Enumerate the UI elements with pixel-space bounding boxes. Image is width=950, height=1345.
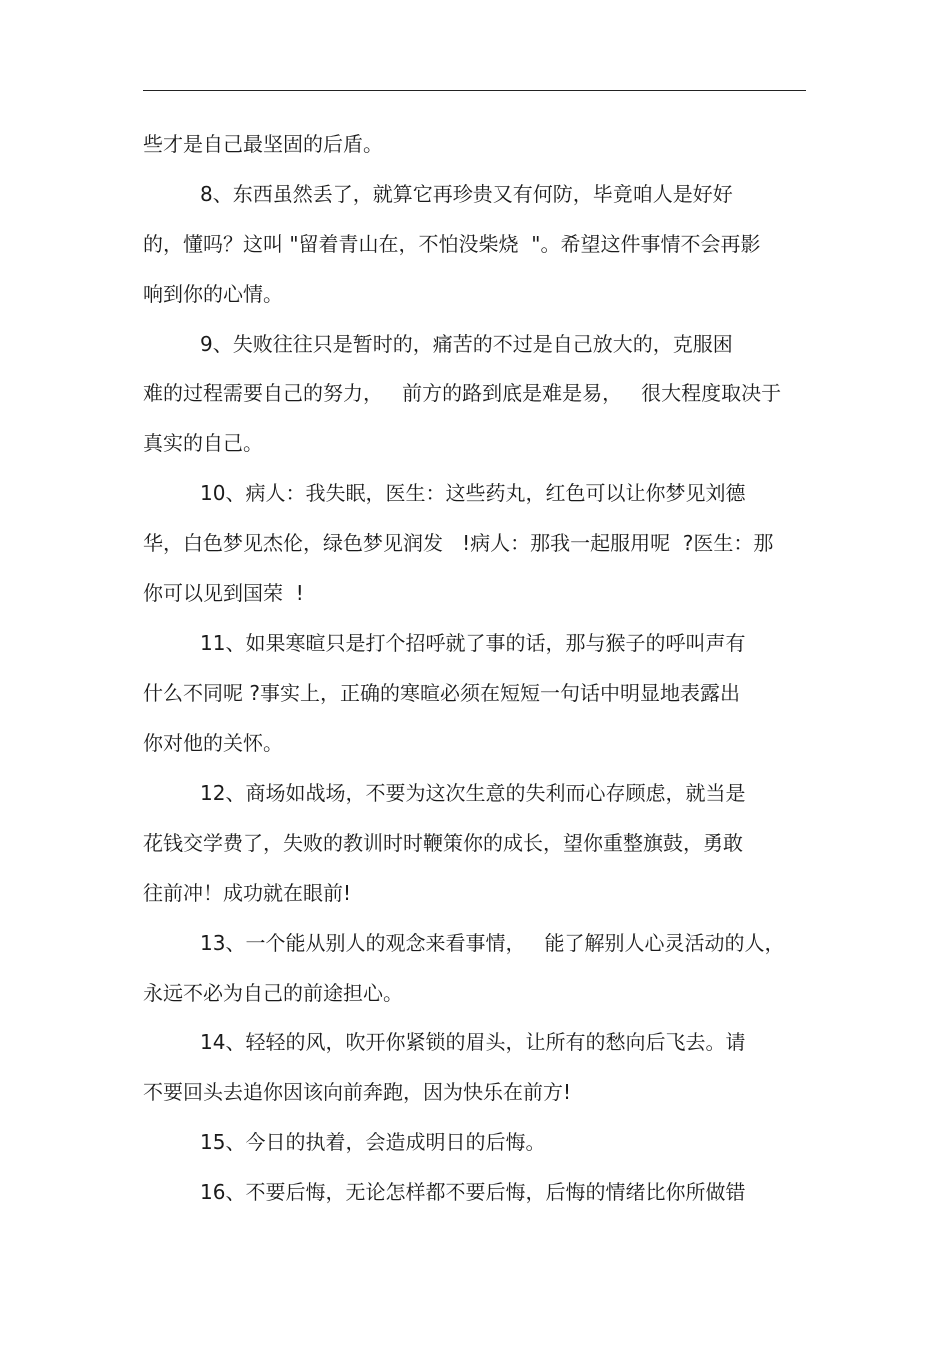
- text-line: 13、一个能从别人的观念来看事情， 能了解别人心灵活动的人，: [200, 931, 785, 955]
- text-line: 12、商场如战场，不要为这次生意的失利而心存顾虑，就当是: [200, 781, 746, 805]
- text-line: 11、如果寒暄只是打个招呼就了事的话，那与猴子的呼叫声有: [200, 631, 746, 655]
- text-line: 14、轻轻的风，吹开你紧锁的眉头，让所有的愁向后飞去。请: [200, 1030, 746, 1054]
- text-line: 8、东西虽然丢了，就算它再珍贵又有何防，毕竟咱人是好好: [200, 182, 733, 206]
- text-line: 真实的自己。: [143, 431, 263, 455]
- text-line: 什么不同呢 ?事实上，正确的寒暄必须在短短一句话中明显地表露出: [143, 681, 740, 705]
- text-line: 永远不必为自己的前途担心。: [143, 981, 403, 1005]
- text-line: 往前冲！成功就在眼前!: [143, 881, 352, 905]
- text-line: 的，懂吗？这叫 "留着青山在，不怕没柴烧 "。希望这件事情不会再影: [143, 232, 761, 256]
- text-line: 你可以见到国荣 !: [143, 581, 304, 605]
- text-line: 难的过程需要自己的努力， 前方的路到底是难是易， 很大程度取决于: [143, 381, 782, 405]
- text-line: 15、今日的执着，会造成明日的后悔。: [200, 1130, 546, 1154]
- text-line: 16、不要后悔，无论怎样都不要后悔，后悔的情绪比你所做错: [200, 1180, 746, 1204]
- header-rule: [143, 90, 806, 91]
- text-line: 你对他的关怀。: [143, 731, 283, 755]
- text-line: 响到你的心情。: [143, 282, 283, 306]
- text-line: 9、失败往往只是暂时的，痛苦的不过是自己放大的，克服困: [200, 332, 733, 356]
- text-line: 花钱交学费了，失败的教训时时鞭策你的成长，望你重整旗鼓，勇敢: [143, 831, 743, 855]
- text-line: 华，白色梦见杰伦，绿色梦见润发 !病人：那我一起服用呢 ?医生：那: [143, 531, 774, 555]
- text-line: 10、病人：我失眠，医生：这些药丸，红色可以让你梦见刘德: [200, 481, 746, 505]
- text-line: 些才是自己最坚固的后盾。: [143, 132, 383, 156]
- text-line: 不要回头去追你因该向前奔跑，因为快乐在前方!: [143, 1080, 572, 1104]
